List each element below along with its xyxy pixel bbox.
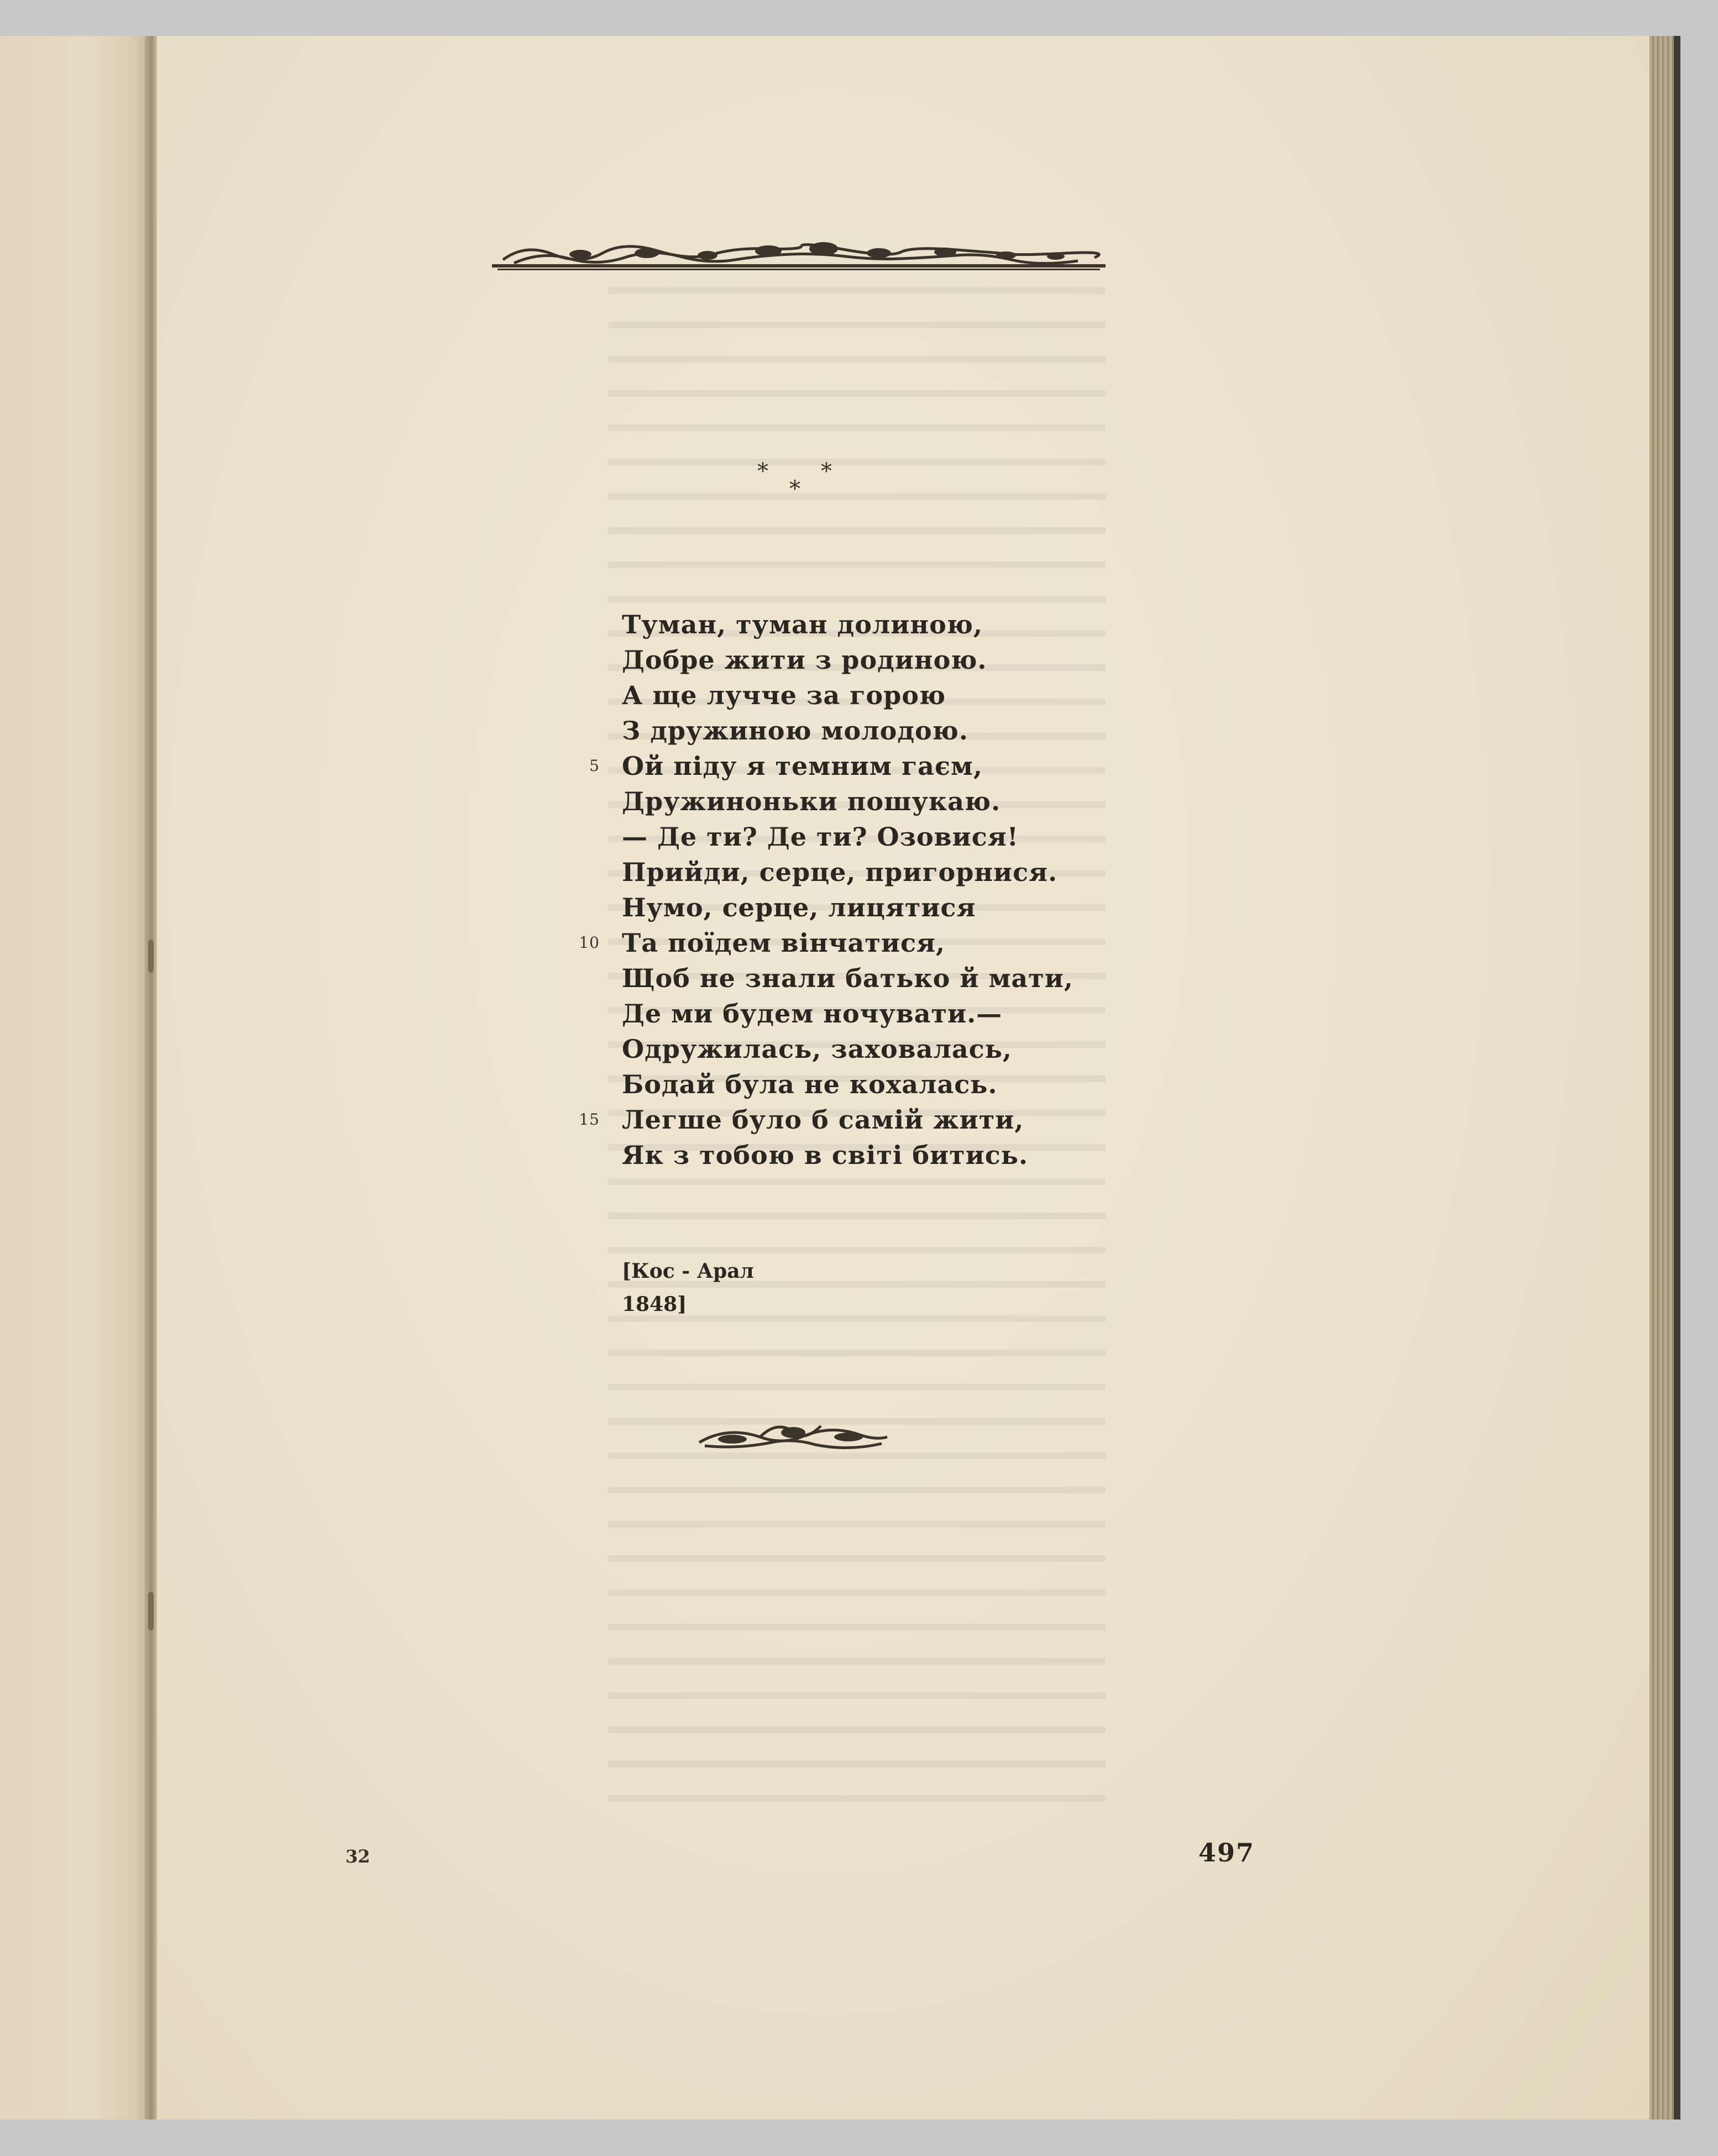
binding-mark [148,1592,154,1630]
poem-line [622,854,1119,890]
poem-line-text: Легше було б самій жити, [622,1105,1024,1135]
poem-line [622,1137,1119,1173]
poem-line [622,1031,1119,1067]
book-gutter [145,36,158,2120]
poem-line-text: Нумо, серце, лицятися [622,893,976,922]
star-icon: * [821,459,832,484]
poem-line-text: А ще лучче за горою [622,680,946,710]
printer-signature: 32 [345,1846,370,1867]
poem-line [579,1102,1119,1137]
poem-line [589,748,1119,784]
poem-line [622,642,1119,678]
floral-ornament-footer [694,1415,893,1459]
year-label: 1848] [622,1293,687,1316]
poem-line-text: Одружилась, заховалась, [622,1034,1012,1064]
poem-line-text: Щоб не знали батько й мати, [622,963,1073,993]
poem-line [622,996,1119,1031]
line-number: 15 [579,1110,600,1129]
poem-line-text: Де ми будем ночувати.— [622,999,1003,1029]
poem-line-text: Прийди, серце, пригорнися. [622,857,1058,887]
poem [579,607,1119,1173]
poem-line [622,961,1119,996]
star-icon: * [789,476,800,502]
poem-line [622,678,1119,713]
line-number: 5 [589,757,600,775]
poem-line [622,607,1119,642]
poem-line [622,784,1119,819]
poem-line-text: Бодай була не кохалась. [622,1069,998,1099]
poem-line-text: — Де ти? Де ти? Озовися! [622,822,1019,852]
section-separator [752,459,851,503]
line-number: 10 [579,933,600,952]
poem-line [579,925,1119,961]
poem-line [622,1067,1119,1102]
poem-line-text: Ой піду я темним гаєм, [622,751,983,781]
binding-mark [148,940,154,973]
poem-line [622,890,1119,925]
floral-ornament-header [492,238,1106,276]
star-icon: * [757,459,768,484]
cover-edge [1674,36,1680,2120]
poem-line-text: Як з тобою в світі битись. [622,1140,1028,1170]
poem-line-text: Дружиноньки пошукаю. [622,786,1001,816]
poem-line [622,713,1119,748]
poem-line-text: Та поїдем вінчатися, [622,928,945,958]
poem-line [622,819,1119,854]
page-edges [1649,36,1674,2120]
page-number: 497 [1198,1838,1255,1868]
left-page [0,36,152,2120]
place-label: [Кос - Арал [622,1260,754,1283]
poem-line-text: З дружиною молодою. [622,716,968,746]
poem-line-text: Добре жити з родиною. [622,645,987,675]
place-date-note [622,1255,754,1321]
poem-line-text: Туман, туман долиною, [622,610,983,639]
